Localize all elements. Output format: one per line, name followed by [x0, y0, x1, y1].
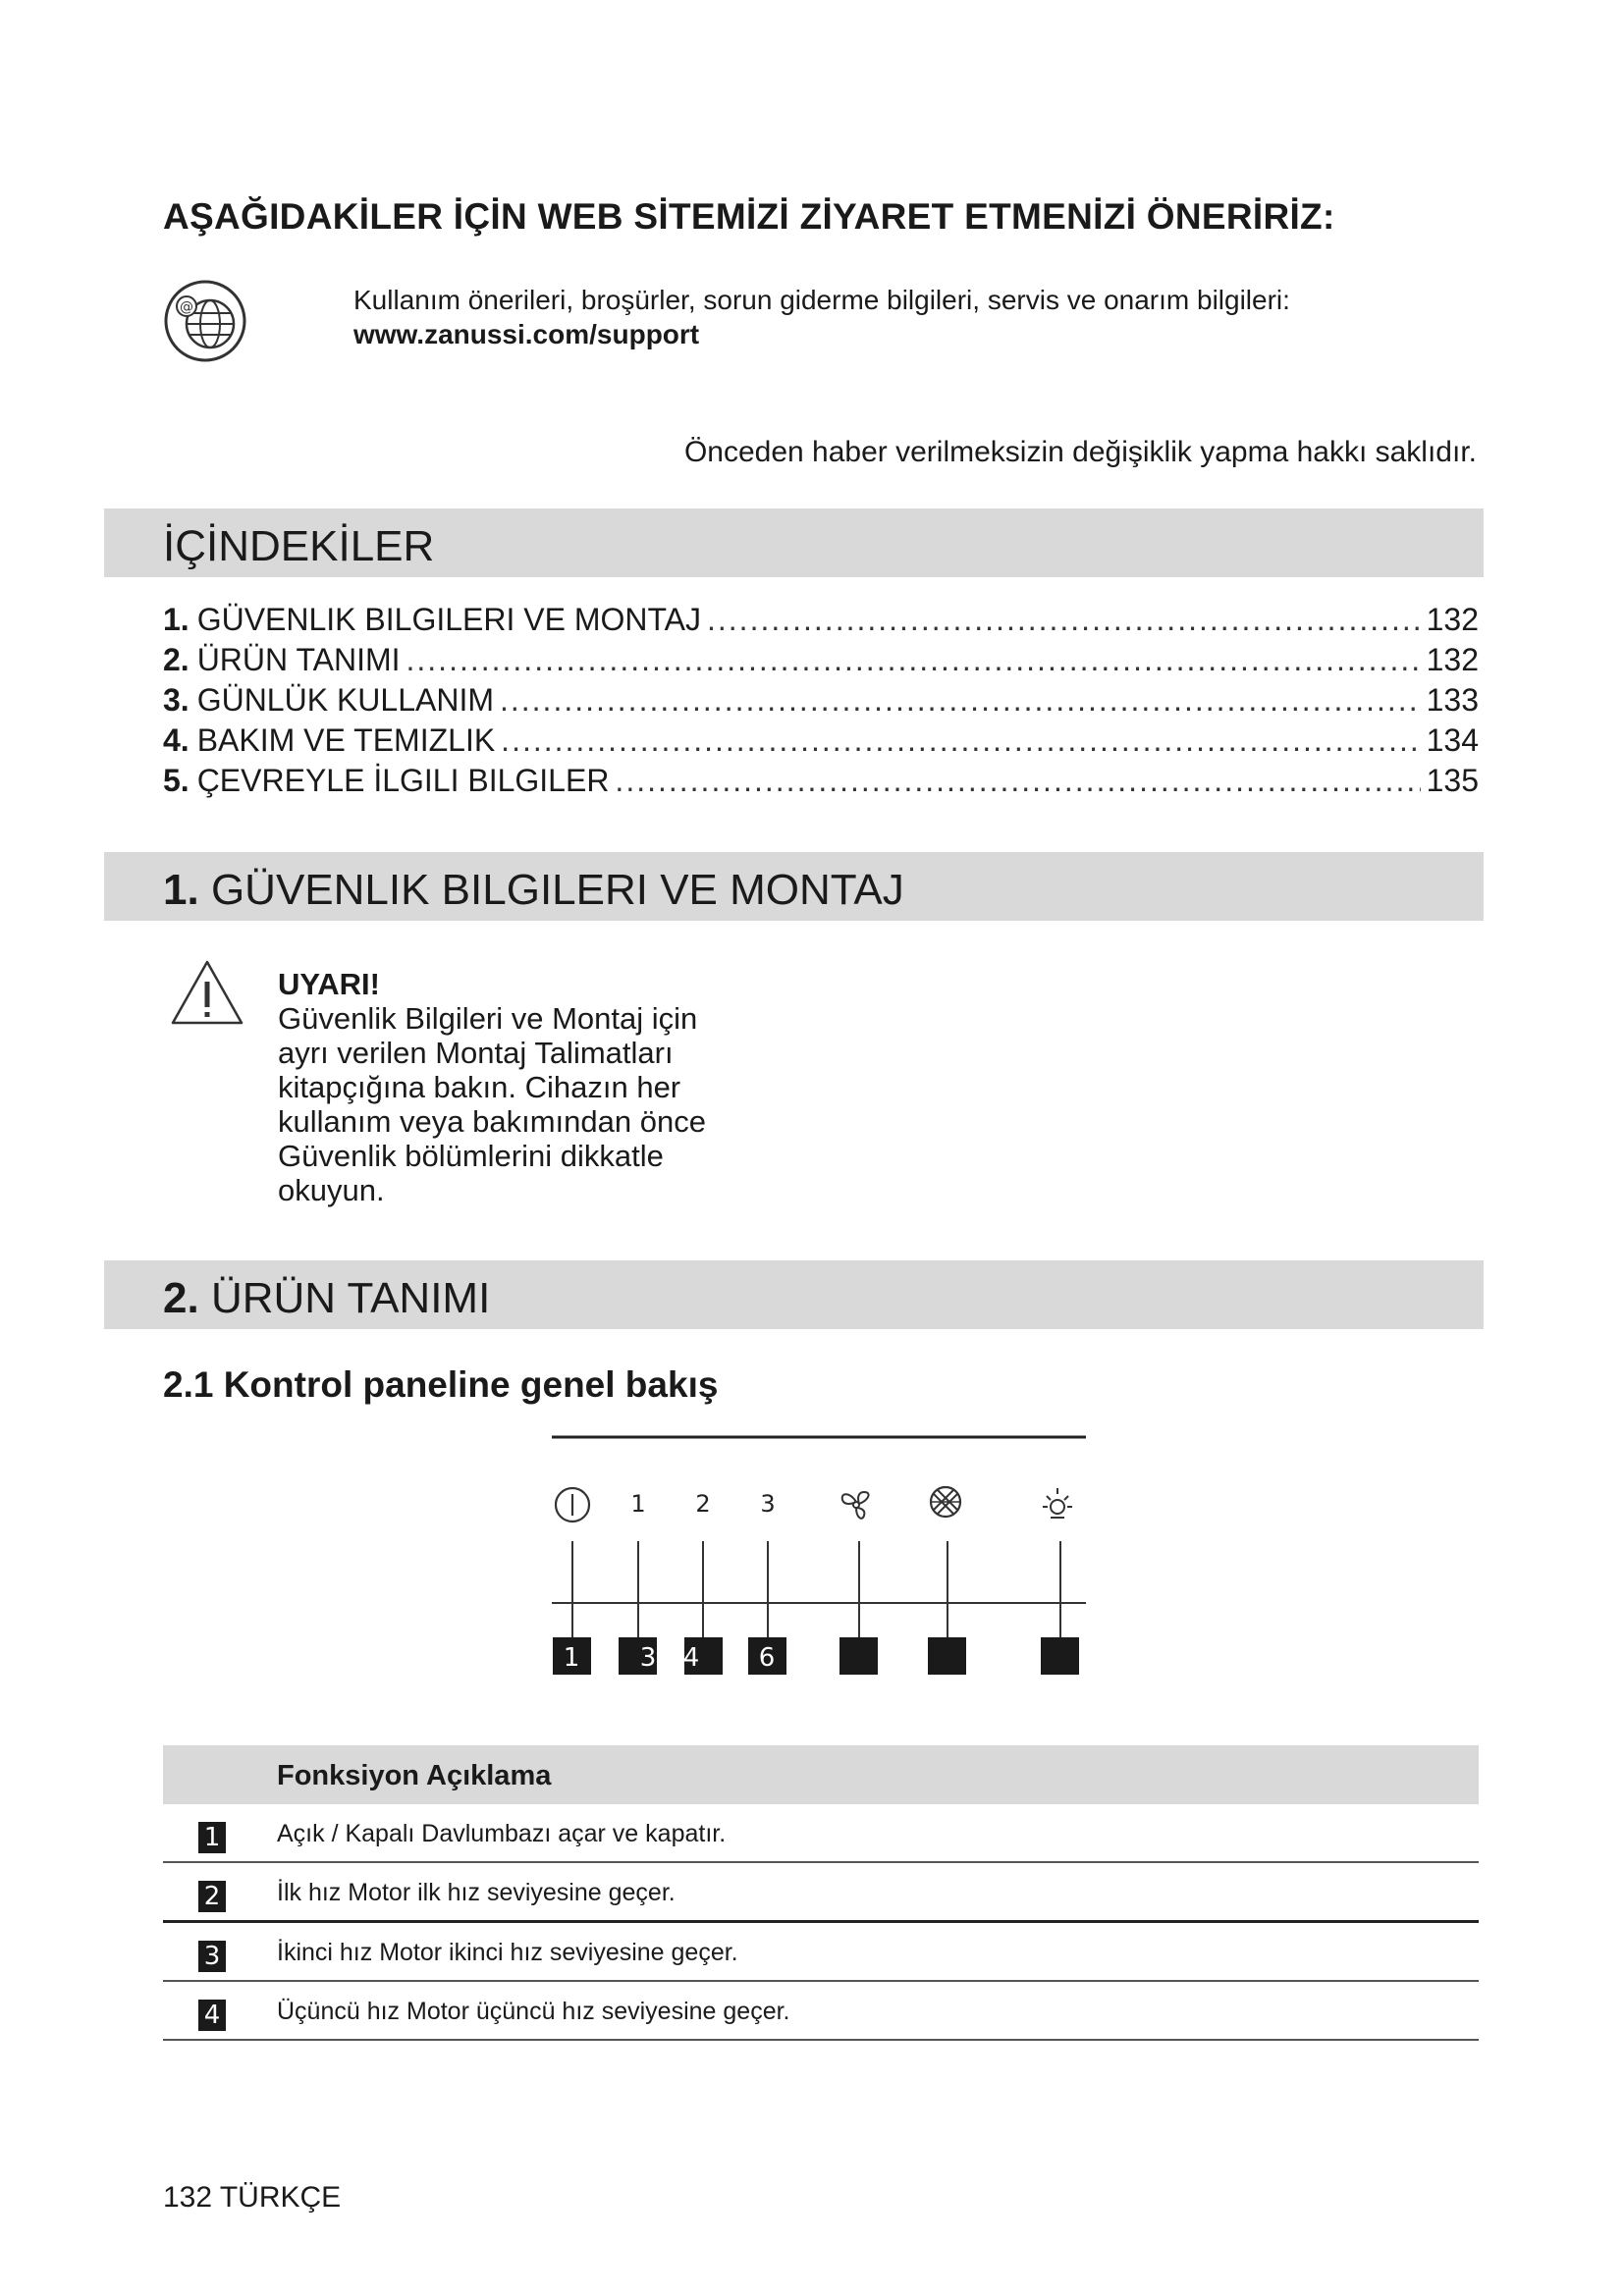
- toc-item-label: ÇEVREYLE İLGILI BILGILER: [196, 763, 610, 798]
- callout-box: [839, 1637, 878, 1675]
- toc-leader-dots: [500, 680, 1421, 721]
- callout-label: 6: [758, 1643, 776, 1673]
- row-number-badge: 1: [198, 1822, 226, 1853]
- toc-item[interactable]: [163, 721, 1479, 761]
- section2-number: 2.: [163, 1274, 199, 1322]
- page-footer: 132 TÜRKÇE: [163, 2181, 342, 2214]
- toc-item-number: 2.: [163, 642, 189, 677]
- light-icon: [1043, 1488, 1072, 1518]
- web-info-text: Kullanım önerileri, broşürler, sorun giderme bilgileri, servis ve onarım bilgileri:: [353, 285, 1290, 315]
- table-row: [163, 1804, 1479, 1863]
- section1-number: 1.: [163, 866, 199, 914]
- toc-item[interactable]: [163, 640, 1479, 680]
- notice-text: Önceden haber verilmeksizin değişiklik yapma hakkı saklıdır.: [683, 436, 1477, 468]
- globe-icon: [161, 277, 249, 365]
- toc-item-label: GÜNLÜK KULLANIM: [196, 682, 494, 718]
- toc-item-number: 3.: [163, 682, 189, 718]
- fan-icon: [842, 1492, 869, 1519]
- table-of-contents: [163, 600, 1479, 801]
- row-description: İkinci hız Motor ikinci hız seviyesine geçer.: [277, 1939, 738, 1966]
- toc-item-label: GÜVENLIK BILGILERI VE MONTAJ: [196, 602, 701, 637]
- section1-header-band: [104, 852, 1484, 921]
- row-number-badge: 2: [198, 1881, 226, 1912]
- web-info: [353, 283, 1290, 351]
- toc-item[interactable]: [163, 600, 1479, 640]
- callout-label: 1: [563, 1643, 580, 1673]
- warning-title: UYARI!: [278, 967, 380, 1001]
- table-row: [163, 1863, 1479, 1923]
- toc-leader-dots: [707, 600, 1421, 640]
- section2-title: [163, 1274, 490, 1323]
- row-description: Üçüncü hız Motor üçüncü hız seviyesine geçer.: [277, 1998, 790, 2025]
- toc-item-label: ÜRÜN TANIMI: [196, 642, 401, 677]
- control-panel-diagram: [530, 1423, 1110, 1688]
- section1-title-text: GÜVENLIK BILGILERI VE MONTAJ: [210, 866, 904, 914]
- toc-item-number: 4.: [163, 722, 189, 758]
- table-header: [163, 1745, 1479, 1804]
- table-header-label: Fonksiyon Açıklama: [277, 1760, 552, 1791]
- section2-header-band: [104, 1260, 1484, 1329]
- function-table: [163, 1745, 1479, 2041]
- toc-item-page: 135: [1426, 763, 1479, 798]
- page-heading: AŞAĞIDAKİLER İÇİN WEB SİTEMİZİ ZİYARET ETMENİZİ ÖNERİRİZ:: [163, 196, 1335, 237]
- callout-label: 4: [682, 1643, 700, 1673]
- toc-item-page: 132: [1426, 602, 1479, 637]
- toc-item-number: 5.: [163, 763, 189, 798]
- warning-icon: [169, 958, 245, 1027]
- toc-leader-dots: [615, 761, 1420, 801]
- power-icon: [556, 1488, 589, 1522]
- toc-title: İÇİNDEKİLER: [163, 522, 435, 570]
- warning-block: [278, 967, 749, 1207]
- row-number-badge: 3: [198, 1941, 226, 1972]
- support-link[interactable]: www.zanussi.com/support: [353, 319, 700, 349]
- toc-item-page: 132: [1426, 642, 1479, 677]
- section2-title-text: ÜRÜN TANIMI: [210, 1274, 491, 1322]
- speed-3-symbol: 3: [760, 1490, 776, 1518]
- speed-2-symbol: 2: [695, 1490, 711, 1518]
- toc-leader-dots: [501, 721, 1420, 761]
- callout-box: [928, 1637, 966, 1675]
- toc-item-number: 1.: [163, 602, 189, 637]
- toc-item[interactable]: [163, 761, 1479, 801]
- row-description: İlk hız Motor ilk hız seviyesine geçer.: [277, 1879, 676, 1906]
- row-description: Açık / Kapalı Davlumbazı açar ve kapatır.: [277, 1820, 727, 1847]
- toc-item-page: 133: [1426, 682, 1479, 718]
- speed-1-symbol: 1: [630, 1490, 646, 1518]
- warning-text: Güvenlik Bilgileri ve Montaj için ayrı verilen Montaj Talimatları kitapçığına bakın. Cihazın her kullanım veya bakımından önce Güvenlik bölümlerini dikkatle okuyun.: [278, 1001, 706, 1207]
- callout-label: 3: [639, 1643, 657, 1673]
- toc-item[interactable]: [163, 680, 1479, 721]
- table-row: [163, 1982, 1479, 2041]
- grease-filter-icon: [931, 1487, 960, 1517]
- svg-text:@: @: [180, 299, 193, 315]
- toc-item-page: 134: [1426, 722, 1479, 758]
- subsection-heading: 2.1 Kontrol paneline genel bakış: [163, 1364, 719, 1405]
- toc-leader-dots: [406, 640, 1421, 680]
- callout-box: [1041, 1637, 1079, 1675]
- toc-item-label: BAKIM VE TEMIZLIK: [196, 722, 496, 758]
- row-number-badge: 4: [198, 2000, 226, 2031]
- section1-title: [163, 866, 904, 915]
- table-row: [163, 1923, 1479, 1982]
- toc-header-band: [104, 508, 1484, 577]
